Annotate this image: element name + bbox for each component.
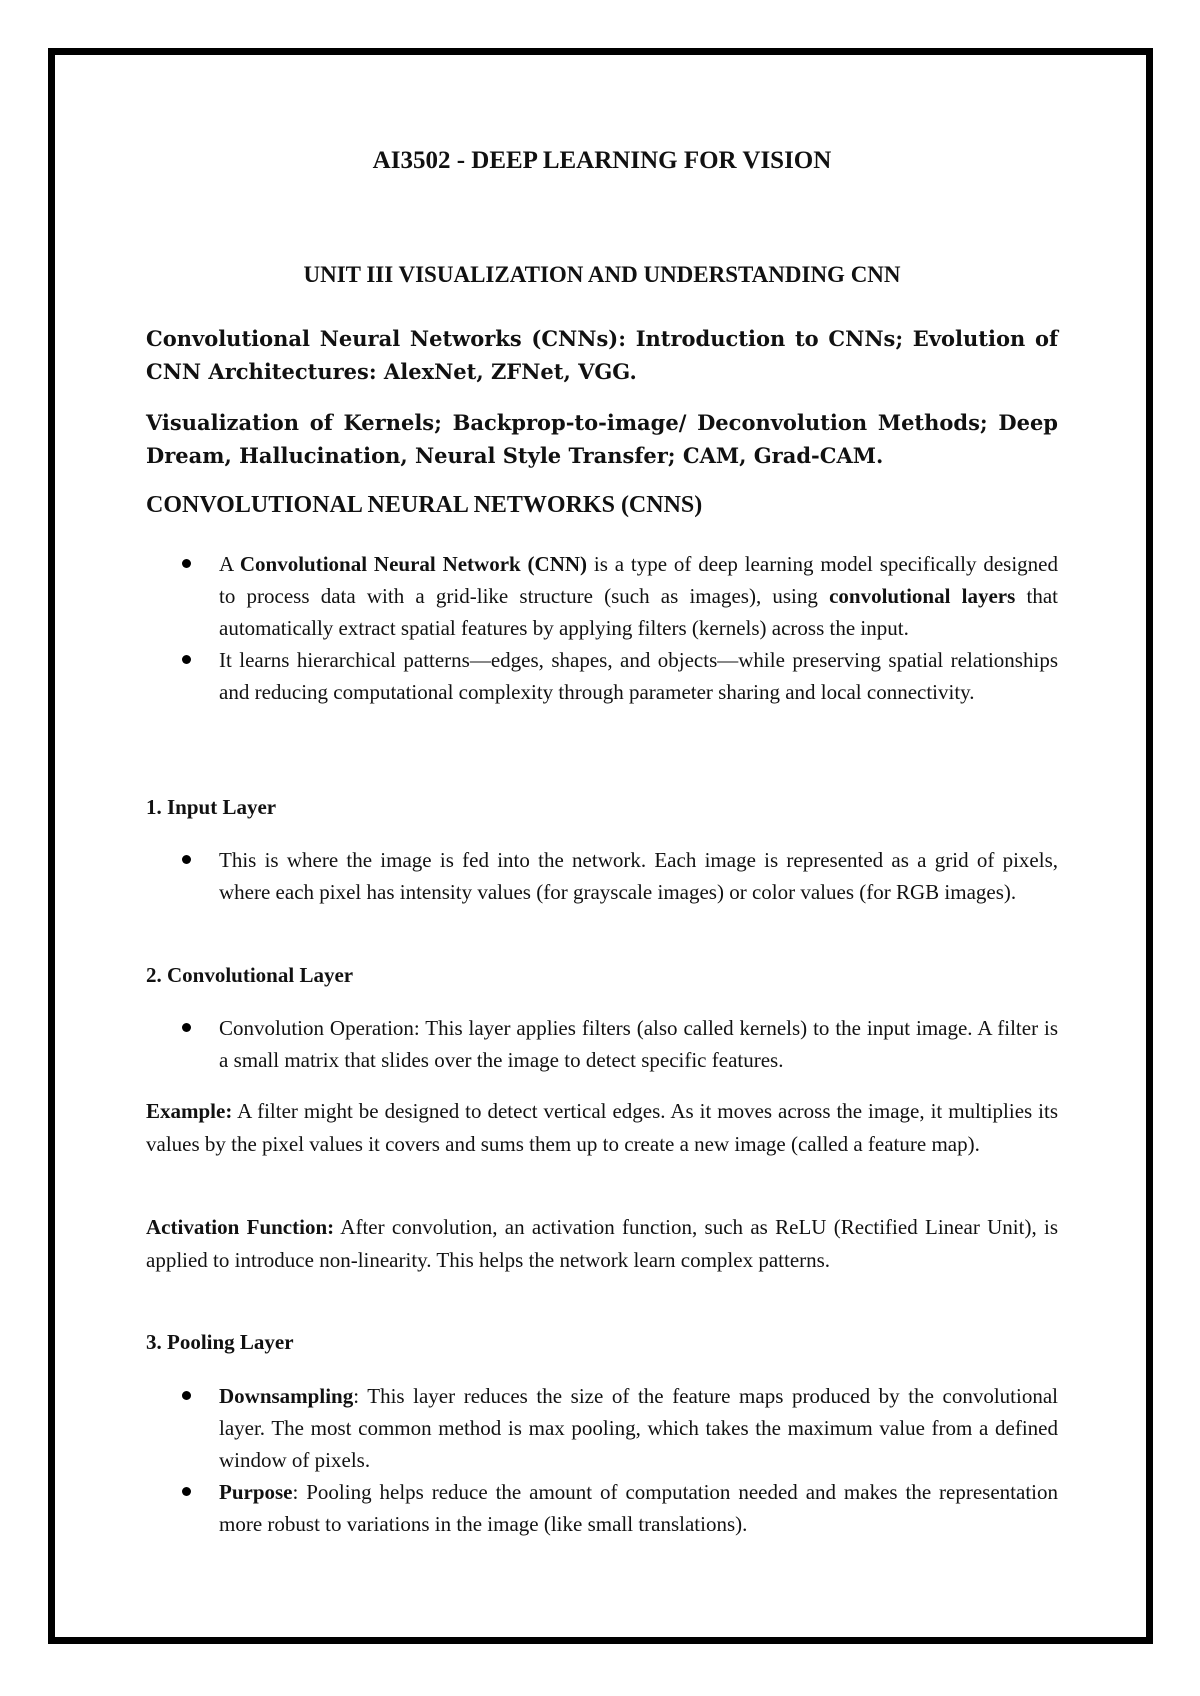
section-heading-cnns: CONVOLUTIONAL NEURAL NETWORKS (CNNS)	[146, 492, 703, 518]
heading-pooling-layer: 3. Pooling Layer	[146, 1330, 294, 1354]
syllabus-paragraph-1: Convolutional Neural Networks (CNNs): Introduction to CNNs; Evolution of CNN Architectures: AlexNet, ZFNet, VGG.	[146, 326, 1058, 384]
bullet-icon	[182, 559, 191, 568]
bullet-icon	[182, 1023, 191, 1032]
list-item: A Convolutional Neural Network (CNN) is a type of deep learning model specifically designed to process data with a grid-like structure (such as images), using convolutional layers that automatically extract spatial features by applying filters (kernels) across the input.	[146, 548, 1058, 644]
list-item: Downsampling: This layer reduces the size of the feature maps produced by the convolutional layer. The most common method is max pooling, which takes the maximum value from a defined window of pixels.	[146, 1380, 1058, 1476]
intro-bullet-list	[146, 548, 1058, 708]
list-item: It learns hierarchical patterns—edges, shapes, and objects—while preserving spatial relationships and reducing computational complexity through parameter sharing and local connectivity.	[146, 644, 1058, 708]
activation-paragraph: Activation Function: After convolution, an activation function, such as ReLU (Rectified Linear Unit), is applied to introduce non-linearity. This helps the network learn complex patterns.	[146, 1215, 1058, 1272]
bullet-icon	[182, 1391, 191, 1400]
bullet-icon	[182, 655, 191, 664]
course-title: AI3502 - DEEP LEARNING FOR VISION	[372, 147, 832, 174]
list-item: Convolution Operation: This layer applies filters (also called kernels) to the input image. A filter is a small matrix that slides over the image to detect specific features.	[146, 1012, 1058, 1076]
list-item: Purpose: Pooling helps reduce the amount of computation needed and makes the representation more robust to variations in the image (like small translations).	[146, 1476, 1058, 1540]
syllabus-paragraph-2: Visualization of Kernels; Backprop-to-image/ Deconvolution Methods; Deep Dream, Hallucination, Neural Style Transfer; CAM, Grad-CAM.	[146, 410, 1058, 468]
bullet-icon	[182, 1487, 191, 1496]
heading-convolutional-layer: 2. Convolutional Layer	[146, 963, 354, 987]
heading-input-layer: 1. Input Layer	[146, 795, 277, 819]
example-paragraph: Example: A filter might be designed to detect vertical edges. As it moves across the image, it multiplies its values by the pixel values it covers and sums them up to create a new image (called a feature map).	[146, 1099, 1058, 1156]
conv-layer-bullets	[146, 1012, 1058, 1076]
list-item: This is where the image is fed into the network. Each image is represented as a grid of pixels, where each pixel has intensity values (for grayscale images) or color values (for RGB images).	[146, 844, 1058, 908]
bullet-icon	[182, 855, 191, 864]
pooling-layer-bullets	[146, 1380, 1058, 1540]
input-layer-bullets	[146, 844, 1058, 908]
unit-heading: UNIT III VISUALIZATION AND UNDERSTANDING CNN	[303, 262, 901, 287]
